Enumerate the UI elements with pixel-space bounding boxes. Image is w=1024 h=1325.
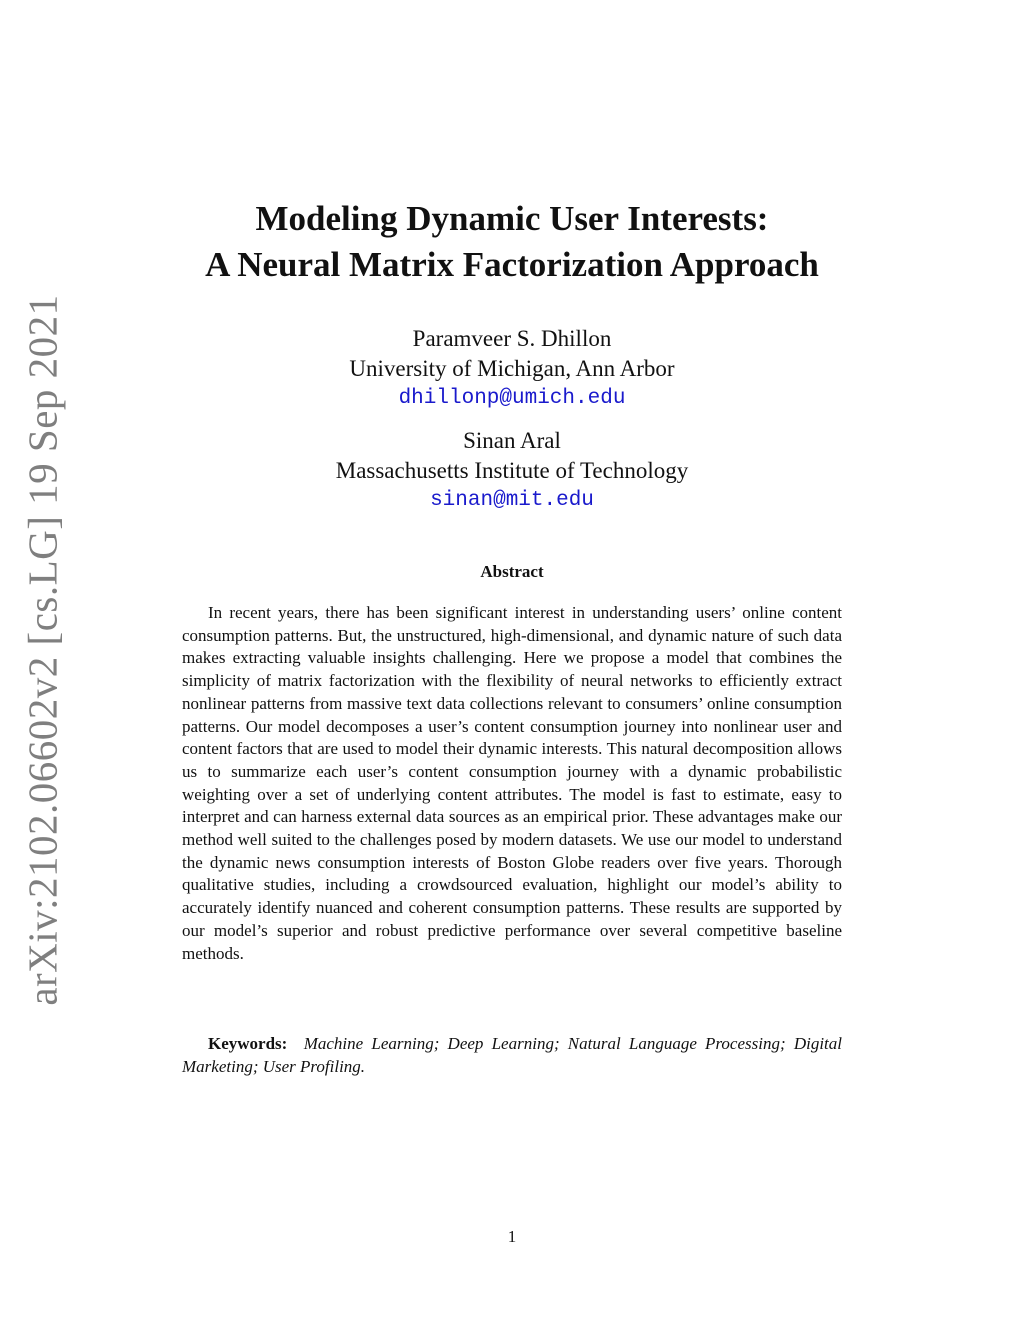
abstract-heading: Abstract: [480, 562, 544, 581]
paper-title: [0, 196, 1024, 288]
keywords-list: Machine Learning; Deep Learning; Natural Language Processing; Digital Marketing; User Profiling.: [182, 1034, 842, 1076]
author-block-2: [0, 426, 1024, 516]
keywords-label: Keywords:: [208, 1034, 288, 1053]
keywords-paragraph: [182, 1033, 842, 1078]
abstract-text: In recent years, there has been significant interest in understanding users’ online content consumption patterns. But, the unstructured, high-dimensional, and dynamic nature of such data makes extracting valuable insights challenging. Here we propose a model that combines the simplicity of matrix factorization with the flexibility of neural networks to efficiently extract nonlinear patterns from massive text data collections relevant to consumers’ online consumption patterns. Our model decomposes a user’s content consumption journey into nonlinear user and content factors that are used to model their dynamic interests. This natural decomposition allows us to summarize each user’s content consumption journey with a dynamic probabilistic weighting over a set of underlying content attributes. The model is fast to estimate, easy to interpret and can harness external data sources as an empirical prior. These advantages make our method well suited to the challenges posed by modern datasets. We use our model to understand the dynamic news consumption interests of Boston Globe readers over five years. Thorough qualitative studies, including a crowdsourced evaluation, highlight our model’s ability to accurately identify nuanced and coherent consumption patterns. These results are supported by our model’s superior and robust predictive performance over several competitive baseline methods.: [182, 603, 842, 963]
author-email-link[interactable]: dhillonp@umich.edu: [398, 387, 626, 410]
author-block-1: [0, 324, 1024, 414]
author-name: Sinan Aral: [463, 428, 561, 453]
author-affiliation: Massachusetts Institute of Technology: [335, 458, 689, 483]
paper-title-line-2: A Neural Matrix Factorization Approach: [205, 245, 819, 284]
author-name: Paramveer S. Dhillon: [412, 326, 612, 351]
author-email-link[interactable]: sinan@mit.edu: [430, 489, 594, 512]
arxiv-identifier-text: arXiv:2102.06602v2 [cs.LG] 19 Sep 2021: [20, 294, 67, 1006]
author-affiliation: University of Michigan, Ann Arbor: [349, 356, 675, 381]
paper-title-line-1: Modeling Dynamic User Interests:: [255, 199, 769, 238]
page-number: 1: [507, 1227, 517, 1246]
